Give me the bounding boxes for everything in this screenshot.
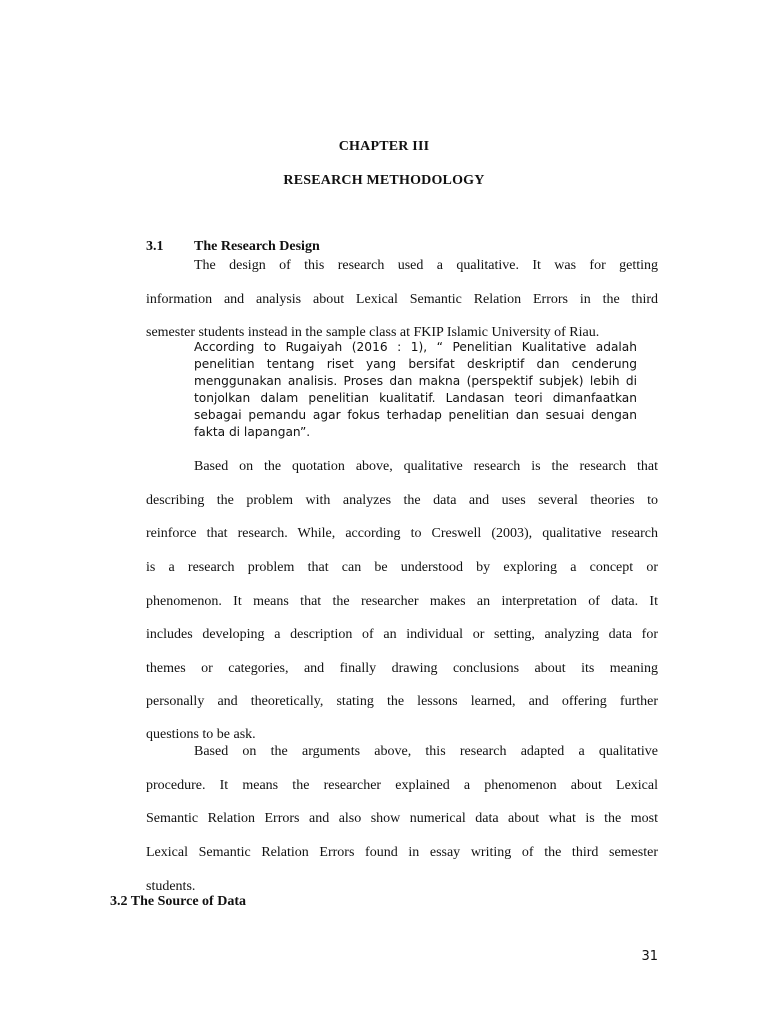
paragraph-line: themes or categories, and finally drawing conclusions about its meaning (146, 661, 658, 676)
section-number: 3.1 (146, 239, 164, 254)
quote-line: tonjolkan dalam penelitian kualitatif. Landasan teori dimanfaatkan (194, 391, 637, 405)
paragraph-line: phenomenon. It means that the researcher makes an interpretation of data. It (146, 594, 658, 609)
section-title: The Research Design (194, 239, 320, 254)
quote-line: fakta di lapangan”. (194, 425, 311, 439)
paragraph-line: students. (146, 879, 196, 894)
paragraph-line: describing the problem with analyzes the data and uses several theories to (146, 493, 658, 508)
paragraph-line: Based on the arguments above, this research adapted a qualitative (194, 744, 658, 759)
paragraph-line: personally and theoretically, stating the lessons learned, and offering further (146, 694, 658, 709)
paragraph-line: Semantic Relation Errors and also show numerical data about what is the most (146, 811, 658, 826)
quote-line: sebagai pemandu agar fokus terhadap penelitian dan sesuai dengan (194, 408, 637, 422)
page-number: 31 (641, 949, 658, 964)
paragraph-line: Lexical Semantic Relation Errors found in essay writing of the third semester (146, 845, 658, 860)
section-heading: 3.2 The Source of Data (110, 894, 246, 909)
paragraph-line: reinforce that research. While, according to Creswell (2003), qualitative research (146, 526, 658, 541)
paragraph-line: information and analysis about Lexical Semantic Relation Errors in the third (146, 292, 658, 307)
paragraph-line: is a research problem that can be understood by exploring a concept or (146, 560, 658, 575)
paragraph-line: semester students instead in the sample class at FKIP Islamic University of Riau. (146, 325, 600, 340)
paragraph-line: The design of this research used a qualitative. It was for getting (194, 258, 658, 273)
chapter-title: RESEARCH METHODOLOGY (283, 173, 485, 188)
quote-line: menggunakan analisis. Proses dan makna (perspektif subjek) lebih di (194, 374, 637, 388)
quote-line: According to Rugaiyah (2016 : 1), “ Penelitian Kualitative adalah (194, 340, 637, 354)
paragraph-line: procedure. It means the researcher explained a phenomenon about Lexical (146, 778, 658, 793)
paragraph-line: Based on the quotation above, qualitative research is the research that (194, 459, 658, 474)
quote-line: penelitian tentang riset yang bersifat deskriptif dan cenderung (194, 357, 637, 371)
chapter-heading: CHAPTER III (338, 139, 430, 154)
paragraph-line: includes developing a description of an individual or setting, analyzing data for (146, 627, 658, 642)
paragraph-line: questions to be ask. (146, 727, 256, 742)
